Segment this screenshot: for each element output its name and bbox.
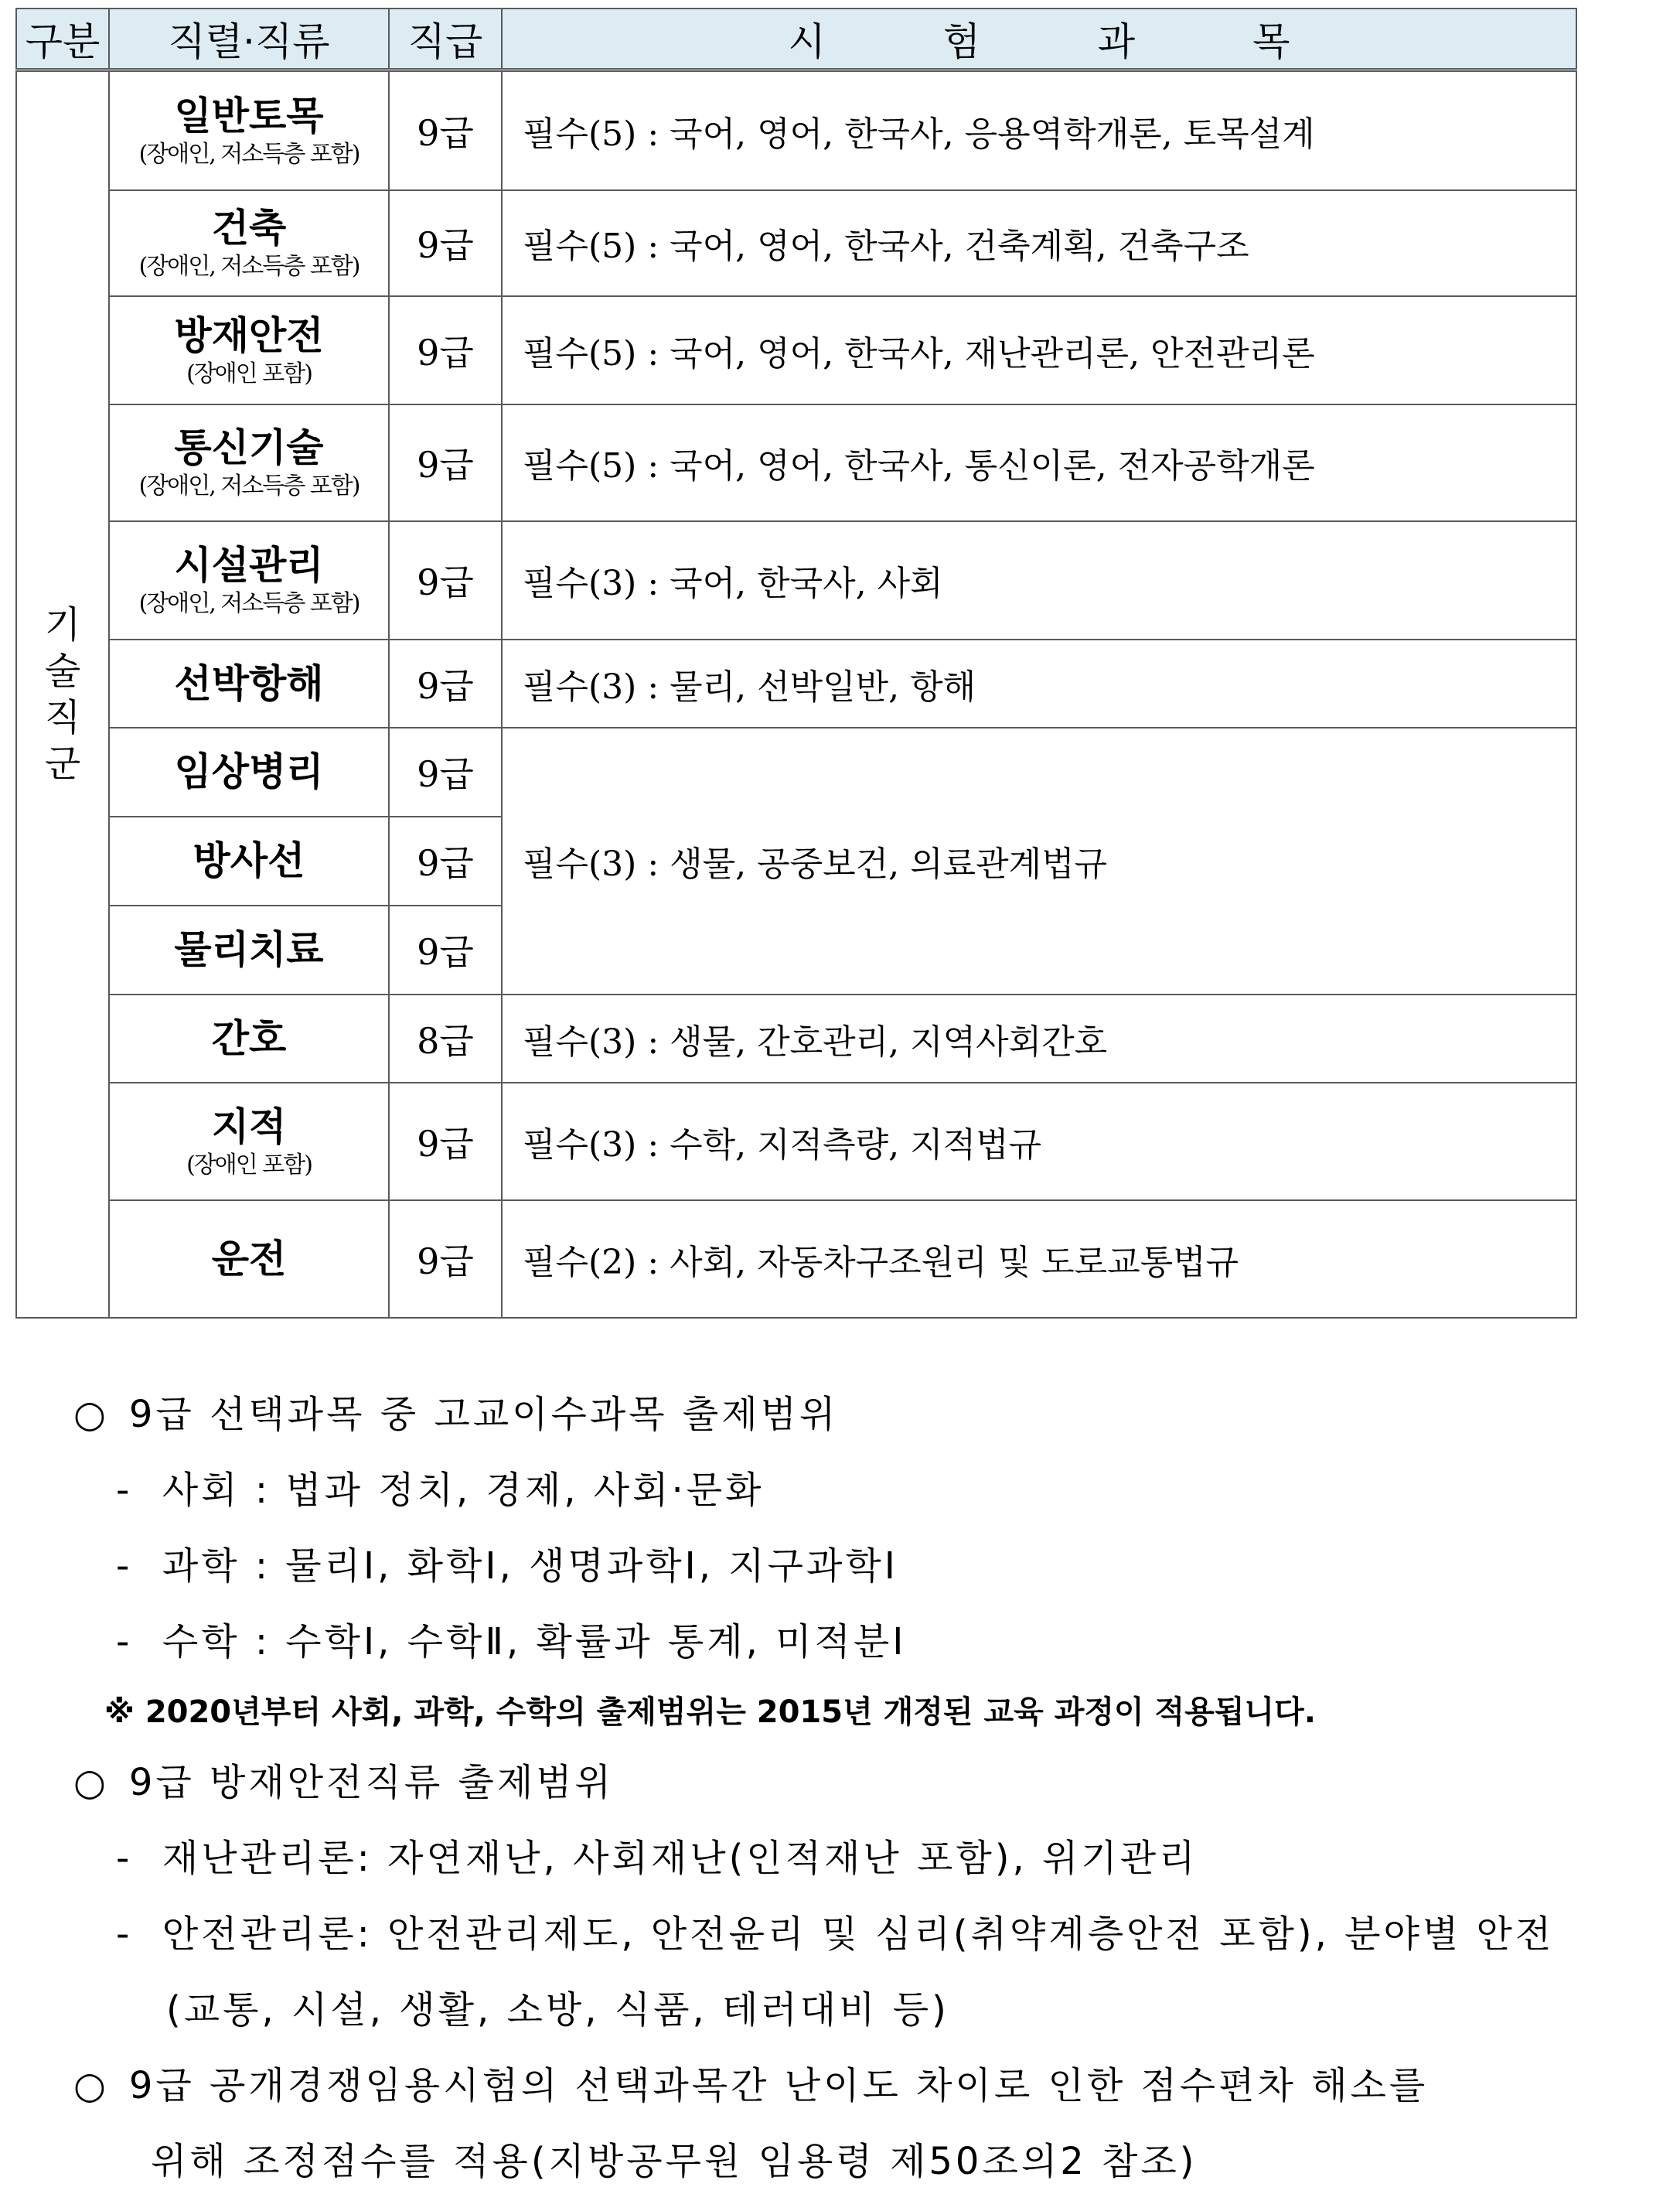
role-name: 선박항해: [174, 660, 324, 706]
table-row: [16, 640, 1576, 728]
role-note: (장애인, 저소득층 포함): [138, 140, 360, 168]
role-cell: [109, 296, 389, 404]
list-item: [73, 1896, 1651, 1972]
grade-cell: 9급: [389, 1083, 502, 1200]
section1-item: 사회 : 법과 정치, 경제, 사회·문화: [162, 1469, 765, 1512]
role-name: 일반토목: [174, 93, 324, 138]
grade-cell: 9급: [389, 1200, 502, 1318]
grade-cell: 9급: [389, 817, 502, 906]
table-row: [16, 1083, 1576, 1200]
section3-title-line: [73, 2048, 1651, 2124]
category-char: 군: [44, 742, 81, 786]
role-name: 방사선: [193, 838, 305, 883]
table-row: [16, 521, 1576, 640]
exam-subjects-table: [15, 8, 1577, 1319]
role-name: 건축: [211, 206, 287, 251]
role-cell: [109, 906, 389, 995]
grade-cell: 9급: [389, 521, 502, 640]
remark-note: ※ 2020년부터 사회, 과학, 수학의 출제범위는 2015년 개정된 교육 과정이 적용됩니다.: [104, 1694, 1316, 1730]
section1-item: 과학 : 물리Ⅰ, 화학Ⅰ, 생명과학Ⅰ, 지구과학Ⅰ: [162, 1544, 898, 1588]
category-char: 술: [44, 649, 81, 693]
section1-title: 9급 선택과목 중 고교이수과목 출제범위: [128, 1393, 839, 1436]
table-row: [16, 995, 1576, 1083]
header-category: 구분: [16, 9, 109, 70]
role-cell: [109, 640, 389, 728]
dash: -: [116, 1544, 133, 1588]
grade-cell: 9급: [389, 70, 502, 190]
role-note: (장애인, 저소득층 포함): [138, 590, 360, 617]
role-cell: [109, 1083, 389, 1200]
role-cell: [109, 190, 389, 296]
bullet-circle: ○: [73, 2064, 106, 2107]
role-cell: [109, 1200, 389, 1318]
role-cell: [109, 404, 389, 521]
subjects-cell: 필수(3) : 생물, 간호관리, 지역사회간호: [502, 995, 1576, 1083]
list-item: [73, 1820, 1651, 1896]
dash: -: [116, 1620, 133, 1663]
subjects-cell: 필수(5) : 국어, 영어, 한국사, 건축계획, 건축구조: [502, 190, 1576, 296]
role-name: 지적: [211, 1104, 287, 1149]
section3-line2: 위해 조정점수를 적용(지방공무원 임용령 제50조의2 참조): [151, 2140, 1198, 2183]
section2-item: 재난관리론: 자연재난, 사회재난(인적재난 포함), 위기관리: [162, 1837, 1198, 1880]
grade-cell: 9급: [389, 404, 502, 521]
subjects-cell: 필수(2) : 사회, 자동차구조원리 및 도로교통법규: [502, 1200, 1576, 1318]
category-char: 기: [44, 602, 81, 647]
grade-cell: 9급: [389, 728, 502, 817]
table-row: [16, 404, 1576, 521]
role-note: (장애인, 저소득층 포함): [138, 473, 360, 500]
section2-item: 안전관리론: 안전관리제도, 안전윤리 및 심리(취약계층안전 포함), 분야별 안전: [162, 1912, 1555, 1956]
role-cell: [109, 521, 389, 640]
notes-section: [73, 1377, 1651, 2199]
table-row: [16, 728, 1576, 817]
grade-cell: 9급: [389, 640, 502, 728]
bullet-circle: ○: [73, 1761, 106, 1804]
role-note: (장애인 포함): [186, 1151, 312, 1179]
header-grade: 직급: [389, 9, 502, 70]
list-item: [73, 1528, 1651, 1604]
role-note: (장애인, 저소득층 포함): [138, 253, 360, 280]
subjects-cell: 필수(5) : 국어, 영어, 한국사, 재난관리론, 안전관리론: [502, 296, 1576, 404]
role-cell: [109, 728, 389, 817]
role-name: 물리치료: [174, 927, 324, 972]
table-row: [16, 70, 1576, 190]
role-name: 간호: [211, 1015, 287, 1061]
section2-title: 9급 방재안전직류 출제범위: [128, 1761, 614, 1804]
section2-title-line: [73, 1745, 1651, 1820]
category-label: [17, 602, 108, 787]
subjects-cell: 필수(5) : 국어, 영어, 한국사, 응용역학개론, 토목설계: [502, 70, 1576, 190]
role-name: 임상병리: [174, 749, 324, 794]
dash: -: [116, 1912, 133, 1956]
table-row: [16, 1200, 1576, 1318]
category-char: 직: [44, 695, 81, 739]
section1-item: 수학 : 수학Ⅰ, 수학Ⅱ, 확률과 통계, 미적분Ⅰ: [162, 1620, 907, 1663]
dash: -: [116, 1469, 133, 1512]
grade-cell: 9급: [389, 296, 502, 404]
subjects-cell: 필수(3) : 국어, 한국사, 사회: [502, 521, 1576, 640]
role-note: (장애인 포함): [186, 360, 312, 387]
header-exam-subjects: 시 험 과 목: [502, 9, 1576, 70]
section2-continuation: (교통, 시설, 생활, 소방, 식품, 테러대비 등): [166, 1988, 949, 2032]
subjects-cell: 필수(3) : 생물, 공중보건, 의료관계법규: [502, 728, 1576, 995]
table-row: [16, 190, 1576, 296]
grade-cell: 9급: [389, 906, 502, 995]
role-cell: [109, 995, 389, 1083]
role-name: 통신기술: [174, 425, 324, 470]
category-cell: [16, 70, 109, 1318]
section3-line1: 9급 공개경쟁임용시험의 선택과목간 난이도 차이로 인한 점수편차 해소를: [128, 2064, 1429, 2107]
subjects-cell: 필수(3) : 물리, 선박일반, 항해: [502, 640, 1576, 728]
role-name: 방재안전: [174, 312, 324, 358]
role-name: 시설관리: [174, 543, 324, 588]
bullet-circle: ○: [73, 1393, 106, 1436]
grade-cell: 8급: [389, 995, 502, 1083]
role-cell: [109, 817, 389, 906]
role-cell: [109, 70, 389, 190]
dash: -: [116, 1837, 133, 1880]
subjects-cell: 필수(3) : 수학, 지적측량, 지적법규: [502, 1083, 1576, 1200]
list-item: [73, 1452, 1651, 1528]
subjects-cell: 필수(5) : 국어, 영어, 한국사, 통신이론, 전자공학개론: [502, 404, 1576, 521]
list-item: [73, 1604, 1651, 1680]
table-header-row: [16, 9, 1576, 70]
role-name: 운전: [211, 1236, 287, 1281]
section1-title-line: [73, 1377, 1651, 1452]
table-row: [16, 296, 1576, 404]
grade-cell: 9급: [389, 190, 502, 296]
header-job-series: 직렬·직류: [109, 9, 389, 70]
